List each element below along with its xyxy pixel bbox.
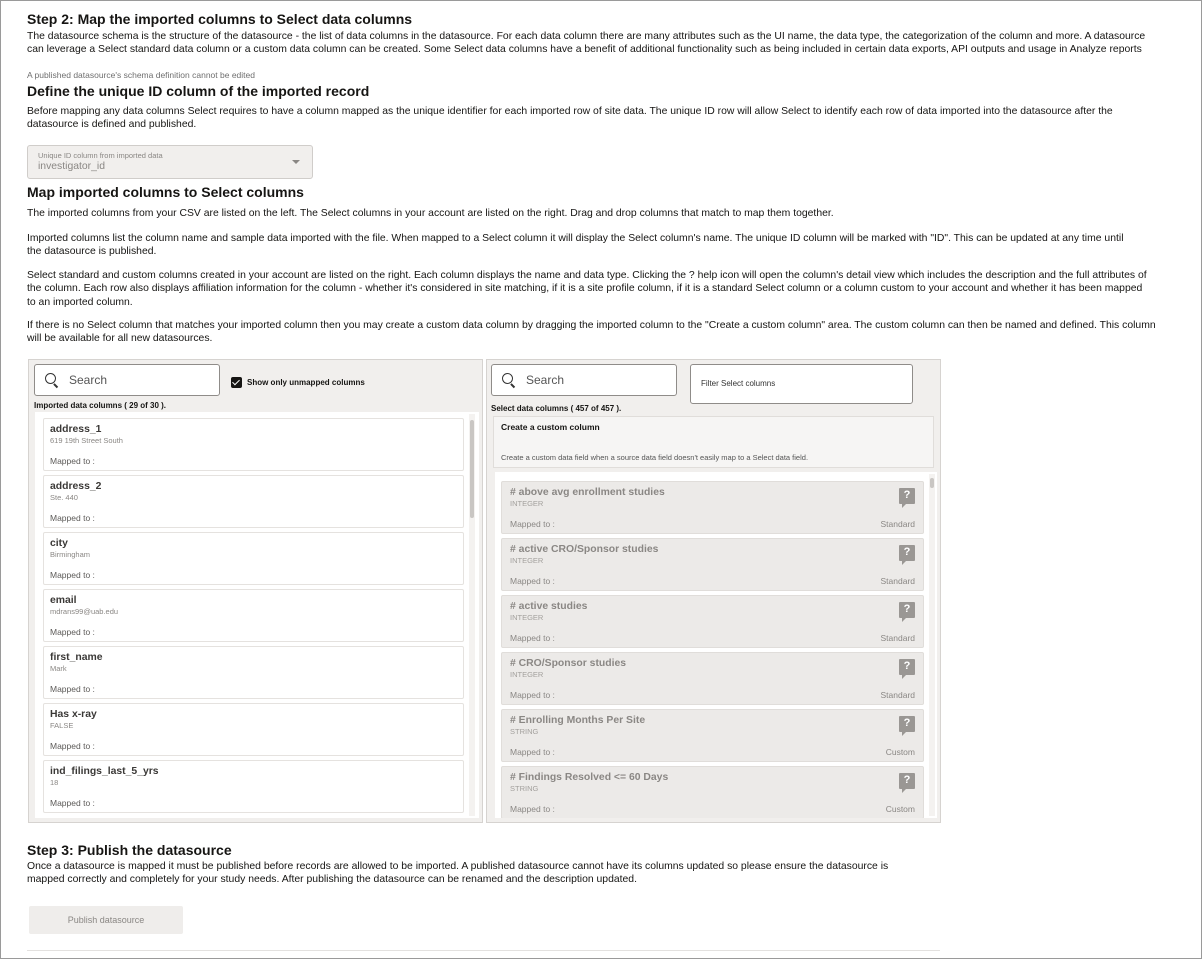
imported-column-sample: FALSE (50, 721, 74, 730)
imported-columns-count: Imported data columns ( 29 of 30 ). (34, 401, 167, 410)
mapping-paragraph-3: Select standard and custom columns created in your account are listed on the right. Each column displays the name and data type. Clicking the ? help icon will open the column's detail view which includes the description and the full attributes of the column. Each row also displays affiliation information for the column - whether it's considered in site matching, if it is a site profile column, if it is a standard Select column or a column custom to your account and whether it has been mapped to an imported column. (27, 270, 1147, 308)
mapped-to-label: Mapped to : (510, 747, 555, 757)
imported-column-sample: mdrans99@uab.edu (50, 607, 119, 616)
select-column-type: STRING (510, 727, 539, 736)
imported-column-card[interactable] (43, 475, 464, 528)
column-affiliation: Standard (880, 690, 915, 700)
imported-column-name: city (50, 538, 68, 549)
select-column-type: STRING (510, 784, 539, 793)
mapping-paragraph-1: The imported columns from your CSV are listed on the left. The Select columns in your account are listed on the right. Drag and drop columns that match to map them together. (27, 208, 834, 219)
imported-column-sample: 619 19th Street South (50, 436, 123, 445)
select-column-name: # Enrolling Months Per Site (510, 715, 646, 726)
help-icon[interactable]: ? (899, 488, 915, 504)
mapped-to-label: Mapped to : (510, 519, 555, 529)
select-column-card[interactable] (501, 652, 924, 705)
select-list-scrollbar-thumb[interactable] (930, 478, 934, 488)
column-affiliation: Standard (880, 576, 915, 586)
select-column-card[interactable] (501, 709, 924, 762)
mapping-title: Map imported columns to Select columns (27, 184, 304, 200)
mapping-paragraph-2: Imported columns list the column name and sample data imported with the file. When mapped to a Select column it will display the Select column's name. The unique ID column will be marked with "ID". This can be updated at any time until the datasource is published. (27, 233, 1124, 258)
chevron-down-icon (292, 160, 300, 164)
select-search-input[interactable] (491, 364, 677, 396)
mapped-to-label: Mapped to : (50, 684, 95, 694)
imported-column-card[interactable] (43, 589, 464, 642)
publish-datasource-button[interactable]: Publish datasource (29, 906, 183, 934)
imported-column-card[interactable] (43, 646, 464, 699)
imported-list-scrollbar[interactable] (469, 414, 475, 816)
help-icon[interactable]: ? (899, 659, 915, 675)
imported-column-sample: 18 (50, 778, 59, 787)
select-column-name: # above avg enrollment studies (510, 487, 665, 498)
imported-list-scrollbar-thumb[interactable] (470, 420, 474, 518)
imported-column-sample: Mark (50, 664, 67, 673)
checkbox-checked-icon (231, 377, 242, 388)
select-column-type: INTEGER (510, 613, 544, 622)
imported-column-name: email (50, 595, 77, 606)
imported-search-input[interactable] (34, 364, 220, 396)
select-column-name: # active CRO/Sponsor studies (510, 544, 659, 555)
help-icon[interactable]: ? (899, 602, 915, 618)
step3-title: Step 3: Publish the datasource (27, 842, 232, 858)
help-icon[interactable]: ? (899, 773, 915, 789)
mapped-to-label: Mapped to : (510, 576, 555, 586)
mapped-to-label: Mapped to : (50, 741, 95, 751)
mapped-to-label: Mapped to : (50, 798, 95, 808)
imported-column-card[interactable] (43, 532, 464, 585)
column-affiliation: Custom (885, 747, 915, 757)
select-columns-count: Select data columns ( 457 of 457 ). (491, 404, 622, 413)
select-columns-panel (486, 359, 941, 823)
imported-column-card[interactable] (43, 703, 464, 756)
help-icon[interactable]: ? (899, 545, 915, 561)
select-list-scrollbar[interactable] (929, 474, 935, 816)
divider (27, 950, 940, 951)
help-icon[interactable]: ? (899, 716, 915, 732)
imported-column-card[interactable] (43, 418, 464, 471)
create-custom-column-description: Create a custom data field when a source data field doesn't easily map to a Select data field. (501, 453, 809, 462)
mapped-to-label: Mapped to : (50, 456, 95, 466)
select-column-card[interactable] (501, 481, 924, 534)
imported-column-name: address_1 (50, 424, 102, 435)
mapping-paragraph-4: If there is no Select column that matches your imported column then you may create a custom data column by dragging the imported column to the "Create a custom column" area. The custom column can then be named and defined. This column will be available for all new datasources. (27, 320, 1156, 345)
filter-select-columns-input[interactable]: Filter Select columns (690, 364, 913, 404)
create-custom-column-dropzone[interactable] (493, 416, 934, 468)
step3-description: Once a datasource is mapped it must be published before records are allowed to be imported. A published datasource cannot have its columns updated so please ensure the datasource is mapped correctly and completely for your study needs. After publishing the datasource can be renamed and the description updated. (27, 861, 889, 886)
step2-title: Step 2: Map the imported columns to Select data columns (27, 11, 413, 27)
column-affiliation: Standard (880, 633, 915, 643)
column-affiliation: Custom (885, 804, 915, 814)
unique-id-description: Before mapping any data columns Select requires to have a column mapped as the unique identifier for each imported row of site data. The unique ID row will allow Select to identify each row of data imported into the datasource after the datasource is defined and published. (27, 106, 1113, 131)
imported-column-sample: Birmingham (50, 550, 91, 559)
imported-column-name: ind_filings_last_5_yrs (50, 766, 159, 777)
mapped-to-label: Mapped to : (50, 570, 95, 580)
mapped-to-label: Mapped to : (510, 633, 555, 643)
unmapped-only-label: Show only unmapped columns (247, 378, 365, 387)
schema-note: A published datasource's schema definition cannot be edited (27, 70, 255, 80)
select-column-card[interactable] (501, 595, 924, 648)
imported-search-placeholder: Search (69, 373, 108, 387)
unique-id-select-value: investigator_id (38, 161, 106, 172)
imported-column-name: address_2 (50, 481, 102, 492)
column-affiliation: Standard (880, 519, 915, 529)
mapped-to-label: Mapped to : (510, 690, 555, 700)
imported-columns-panel (28, 359, 483, 823)
create-custom-column-title: Create a custom column (501, 422, 600, 432)
select-column-card[interactable] (501, 766, 924, 818)
search-icon (45, 373, 59, 387)
unmapped-only-checkbox[interactable] (231, 377, 365, 388)
mapped-to-label: Mapped to : (510, 804, 555, 814)
unique-id-select-label: Unique ID column from imported data (38, 151, 163, 160)
imported-column-name: first_name (50, 652, 103, 663)
imported-column-name: Has x-ray (50, 709, 97, 720)
select-columns-list[interactable] (495, 472, 937, 818)
select-search-placeholder: Search (526, 373, 565, 387)
search-icon (502, 373, 516, 387)
select-column-name: # Findings Resolved <= 60 Days (510, 772, 669, 783)
select-column-name: # active studies (510, 601, 588, 612)
select-column-name: # CRO/Sponsor studies (510, 658, 627, 669)
imported-column-sample: Ste. 440 (50, 493, 78, 502)
step2-description: The datasource schema is the structure of the datasource - the list of data columns in the datasource. For each data column there are many attributes such as the UI name, the data type, the categorization of the column and more. A datasource can leverage a Select standard data column or a custom data column can be created. Some Select data columns have a benefit of additional functionality such as being included in certain data exports, API outputs and usage in Analyze reports (27, 31, 1146, 56)
mapped-to-label: Mapped to : (50, 627, 95, 637)
mapped-to-label: Mapped to : (50, 513, 95, 523)
unique-id-select[interactable] (27, 145, 313, 179)
select-column-type: INTEGER (510, 556, 544, 565)
select-column-type: INTEGER (510, 499, 544, 508)
unique-id-title: Define the unique ID column of the imported record (27, 83, 370, 99)
select-column-type: INTEGER (510, 670, 544, 679)
select-column-card[interactable] (501, 538, 924, 591)
imported-column-card[interactable] (43, 760, 464, 813)
imported-columns-list[interactable] (35, 412, 479, 818)
